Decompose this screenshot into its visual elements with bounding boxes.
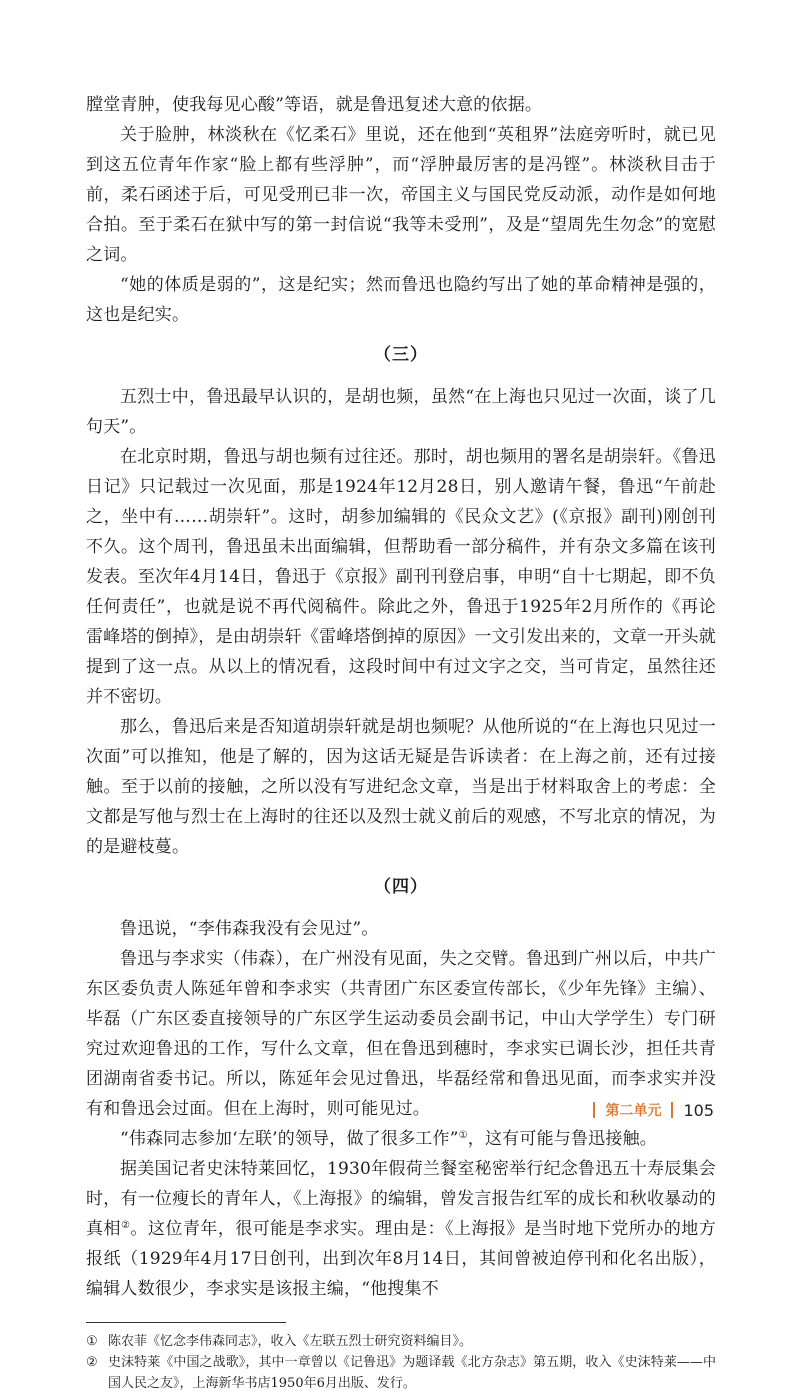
paragraph-9-text: “伟森同志参加‘左联’的领导，做了很多工作”	[120, 1129, 459, 1149]
paragraph-5: 在北京时期，鲁迅与胡也频有过往还。那时，胡也频用的署名是胡崇轩。《鲁迅日记》只记载过一次见面，那是1924年12月28日，别人邀请午餐，鲁迅“午前赴之，坐中有……胡崇轩”。这时，胡参加编辑的《民众文艺》(《京报》副刊)刚创刊不久。这个周刊，鲁迅虽未出面编辑，但帮助看一部分稿件，并有杂文多篇在该刊发表。至次年4月14日，鲁迅于《京报》副刊刊登启事，申明“自十七期起，即不负任何责任”，也就是说不再代阅稿件。除此之外，鲁迅于1925年2月所作的《再论雷峰塔的倒掉》，是由胡崇轩《雷峰塔倒掉的原因》一文引发出来的，文章一开头就提到了这一点。从以上的情况看，这段时间中有过文字之交，当可肯定，虽然往还并不密切。	[86, 447, 716, 707]
paragraph-10-tail: 。这位青年，很可能是李求实。理由是：《上海报》是当时地下党所办的地方报纸（1929年4月17日创刊，出到次年8月14日，其间曾被迫停刊和化名出版），编辑人数很少，李求实是该报主编，“他搜集不	[86, 1219, 716, 1299]
footnote-2	[86, 1352, 716, 1394]
paragraph-10-text: 据美国记者史沫特莱回忆，1930年假荷兰餐室秘密举行纪念鲁迅五十寿辰集会时，有一位瘦长的青年人，《上海报》的编辑，曾发言报告红军的成长和秋收暴动的真相	[86, 1159, 716, 1239]
footnote-1-text: 陈农菲《忆念李伟森同志》，收入《左联五烈士研究资料编目》。	[108, 1334, 473, 1349]
paragraph-7: 鲁迅说，“李伟森我没有会见过”。	[120, 919, 379, 939]
footnote-divider	[86, 1322, 286, 1323]
paragraph-4: 五烈士中，鲁迅最早认识的，是胡也频，虽然“在上海也只见过一次面，谈了几句天”。	[86, 387, 716, 437]
paragraph-8: 鲁迅与李求实（伟森），在广州没有见面，失之交臂。鲁迅到广州以后，中共广东区委负责人陈延年曾和李求实（共青团广东区委宣传部长，《少年先锋》主编）、毕磊（广东区委直接领导的广东区学生运动委员会副书记，中山大学学生）专门研究过欢迎鲁迅的工作，写什么文章，但在鲁迅到穗时，李求实已调长沙，担任共青团湖南省委书记。所以，陈延年会见过鲁迅，毕磊经常和鲁迅见面，而李求实并没有和鲁迅会过面。但在上海时，则可能见过。	[86, 949, 716, 1119]
paragraph-1: 膛堂青肿，使我每见心酸”等语，就是鲁迅复述大意的依据。	[86, 95, 543, 115]
footnote-ref-2[interactable]: ②	[120, 1220, 131, 1231]
section-heading-four: （四）	[374, 877, 428, 897]
footnote-2-mark: ②	[86, 1355, 98, 1370]
page-footer	[593, 1100, 714, 1120]
footnote-2-text: 史沫特莱《中国之战歌》，其中一章曾以《记鲁迅》为题译载《北方杂志》第五期，收入《史沫特莱——中国人民之友》，上海新华书店1950年6月出版、发行。	[108, 1355, 716, 1391]
paragraph-2: 关于脸肿，林淡秋在《忆柔石》里说，还在他到“英租界”法庭旁听时，就已见到这五位青年作家“脸上都有些浮肿”，而“浮肿最厉害的是冯铿”。林淡秋目击于前，柔石函述于后，可见受刑已非一次，帝国主义与国民党反动派，动作是如何地合拍。至于柔石在狱中写的第一封信说“我等未受刑”，及是“望周先生勿念”的宽慰之词。	[86, 125, 716, 265]
footer-divider-left	[593, 1102, 595, 1118]
paragraph-6: 那么，鲁迅后来是否知道胡崇轩就是胡也频呢？从他所说的“在上海也只见过一次面”可以推知，他是了解的，因为这话无疑是告诉读者：在上海之前，还有过接触。至于以前的接触，之所以没有写进纪念文章，当是出于材料取舍上的考虑：全文都是写他与烈士在上海时的往还以及烈士就义前后的观感，不写北京的情况，为的是避枝蔓。	[86, 717, 716, 857]
paragraph-10	[86, 1154, 716, 1304]
unit-label: 第二单元	[605, 1103, 662, 1119]
paragraph-9-tail: ，这有可能与鲁迅接触。	[467, 1129, 657, 1149]
footnote-1-mark: ①	[86, 1334, 98, 1349]
section-heading-three: （三）	[374, 345, 428, 365]
footnotes	[86, 1331, 716, 1394]
footnote-1	[86, 1331, 716, 1352]
footer-divider-right	[671, 1102, 673, 1118]
paragraph-3: “她的体质是弱的”，这是纪实；然而鲁迅也隐约写出了她的革命精神是强的，这也是纪实。	[86, 275, 716, 325]
footnote-ref-1[interactable]: ①	[458, 1130, 468, 1141]
page-body	[86, 90, 716, 1394]
paragraph-9	[86, 1124, 716, 1154]
page-number: 105	[683, 1100, 714, 1120]
